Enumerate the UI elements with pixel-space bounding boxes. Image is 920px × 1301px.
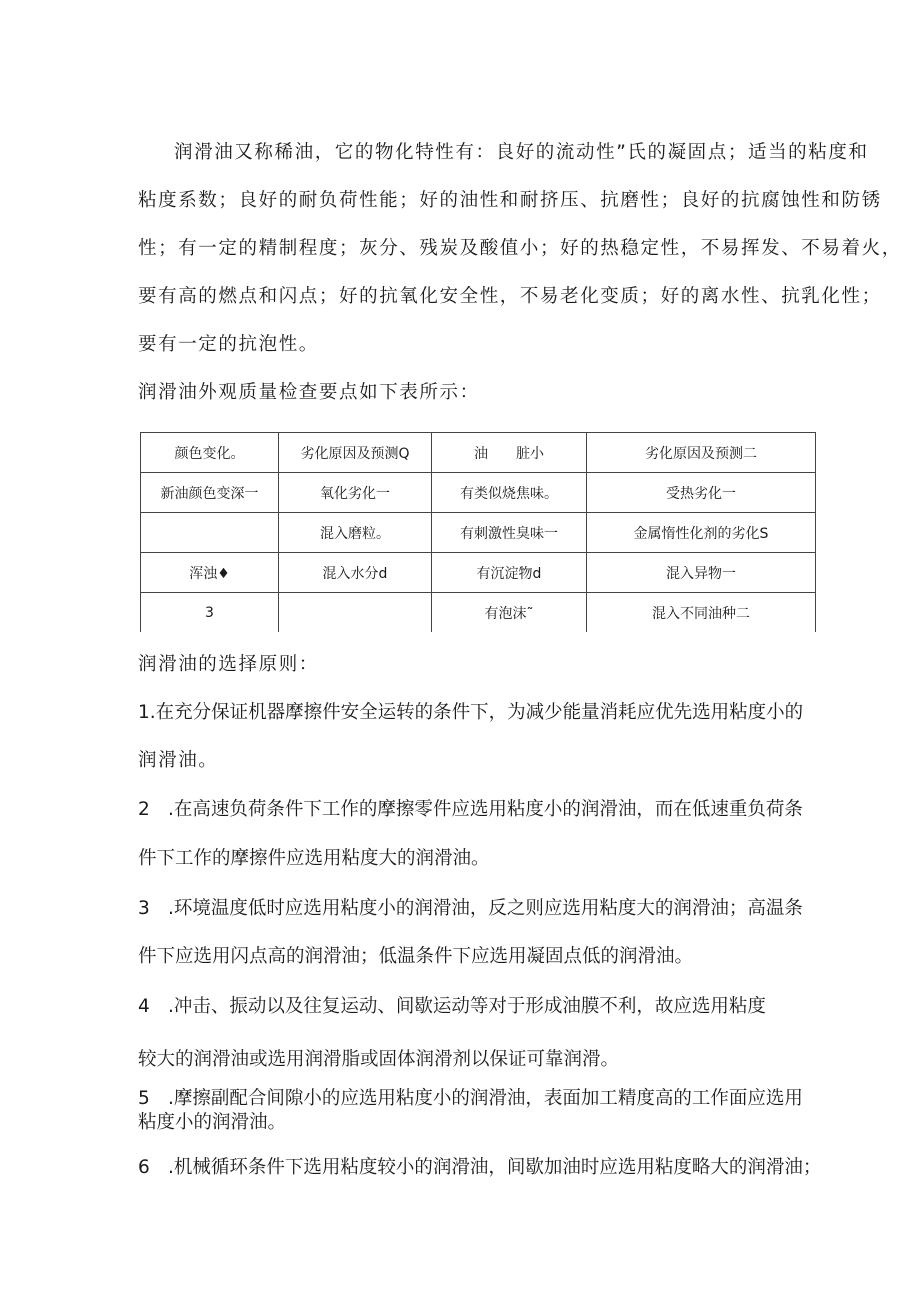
intro-line-2: 粘度系数；良好的耐负荷性能；好的油性和耐挤压、抗磨性；良好的抗腐蚀性和防锈: [138, 190, 882, 211]
principle-2-line-1: [138, 797, 803, 823]
intro-line-4: 要有高的燃点和闪点；好的抗氧化安全性，不易老化变质；好的离水性、抗乳化性；: [138, 286, 882, 307]
table-cell: 混入水分d: [279, 553, 432, 593]
intro-line-3: 性；有一定的精制程度；灰分、残炭及酸值小；好的热稳定性，不易挥发、不易着火，: [138, 238, 902, 259]
table-cell: [141, 513, 279, 553]
table-cell: [279, 593, 432, 633]
principle-6-text: .机械循环条件下选用粘度较小的润滑油，间歇加油时应选用粘度略大的润滑油；: [168, 1157, 822, 1178]
inspection-table: [140, 432, 816, 632]
table-row: [141, 593, 816, 633]
principle-6-line-1: [138, 1155, 821, 1181]
principle-2-number: 2: [138, 799, 150, 820]
principle-2-text: .在高速负荷条件下工作的摩擦零件应选用粘度小的润滑油，而在低速重负荷条: [168, 799, 803, 820]
table-cell: 有刺激性臭味一: [432, 513, 587, 553]
table-cell: 混入磨粒。: [279, 513, 432, 553]
principle-3-number: 3: [138, 898, 150, 919]
principles-heading: 润滑油的选择原则：: [138, 654, 319, 675]
principle-3-line-2: 件下应选用闪点高的润滑油；低温条件下应选用凝固点低的润滑油。: [138, 946, 694, 967]
table-cell: 油 脏小: [432, 433, 587, 473]
table-cell: 浑浊♦: [141, 553, 279, 593]
intro-line-5: 要有一定的抗泡性。: [138, 334, 319, 355]
principle-5-line-2: 粘度小的润滑油。: [138, 1112, 287, 1133]
table-cell: 有沉淀物d: [432, 553, 587, 593]
principle-6-number: 6: [138, 1157, 150, 1178]
intro-line-1: 润滑油又称稀油，它的物化特性有：良好的流动性”氏的凝固点；适当的粘度和: [174, 142, 869, 163]
table-cell: 颜色变化。: [141, 433, 279, 473]
principle-1-line-1: 1.在充分保证机器摩擦件安全运转的条件下，为减少能量消耗应优先选用粘度小的: [138, 702, 804, 723]
table-row: [141, 513, 816, 553]
principle-4-text: .冲击、振动以及往复运动、间歇运动等对于形成油膜不利，故应选用粘度: [168, 996, 766, 1017]
principle-4-number: 4: [138, 996, 150, 1017]
principle-1-line-2: 润滑油。: [138, 750, 219, 771]
table-row: [141, 553, 816, 593]
table-cell: 劣化原因及预测Q: [279, 433, 432, 473]
table-cell: 金属惰性化剂的劣化S: [587, 513, 816, 553]
principle-3-line-1: [138, 896, 803, 922]
principle-3-text: .环境温度低时应选用粘度小的润滑油，反之则应选用粘度大的润滑油；高温条: [168, 898, 803, 919]
table-cell: 混入不同油种二: [587, 593, 816, 633]
table-cell: 氧化劣化一: [279, 473, 432, 513]
table-intro: 润滑油外观质量检查要点如下表所示：: [138, 382, 480, 403]
table-row: [141, 433, 816, 473]
principle-4-line-2: 较大的润滑油或选用润滑脂或固体润滑剂以保证可靠润滑。: [138, 1049, 620, 1070]
principle-5-number: 5: [138, 1088, 150, 1109]
table-cell: 混入异物一: [587, 553, 816, 593]
table-cell: 3: [141, 593, 279, 633]
principle-5-line-1: [138, 1086, 803, 1112]
principle-5-text: .摩擦副配合间隙小的应选用粘度小的润滑油，表面加工精度高的工作面应选用: [168, 1088, 803, 1109]
table-row: [141, 473, 816, 513]
principle-4-line-1: [138, 994, 766, 1020]
principle-2-line-2: 件下工作的摩擦件应选用粘度大的润滑油。: [138, 848, 490, 869]
table-cell: 新油颜色变深一: [141, 473, 279, 513]
table-cell: 有类似烧焦味。: [432, 473, 587, 513]
table-cell: 受热劣化一: [587, 473, 816, 513]
table-cell: 劣化原因及预测二: [587, 433, 816, 473]
table-cell: 有泡沫˜: [432, 593, 587, 633]
